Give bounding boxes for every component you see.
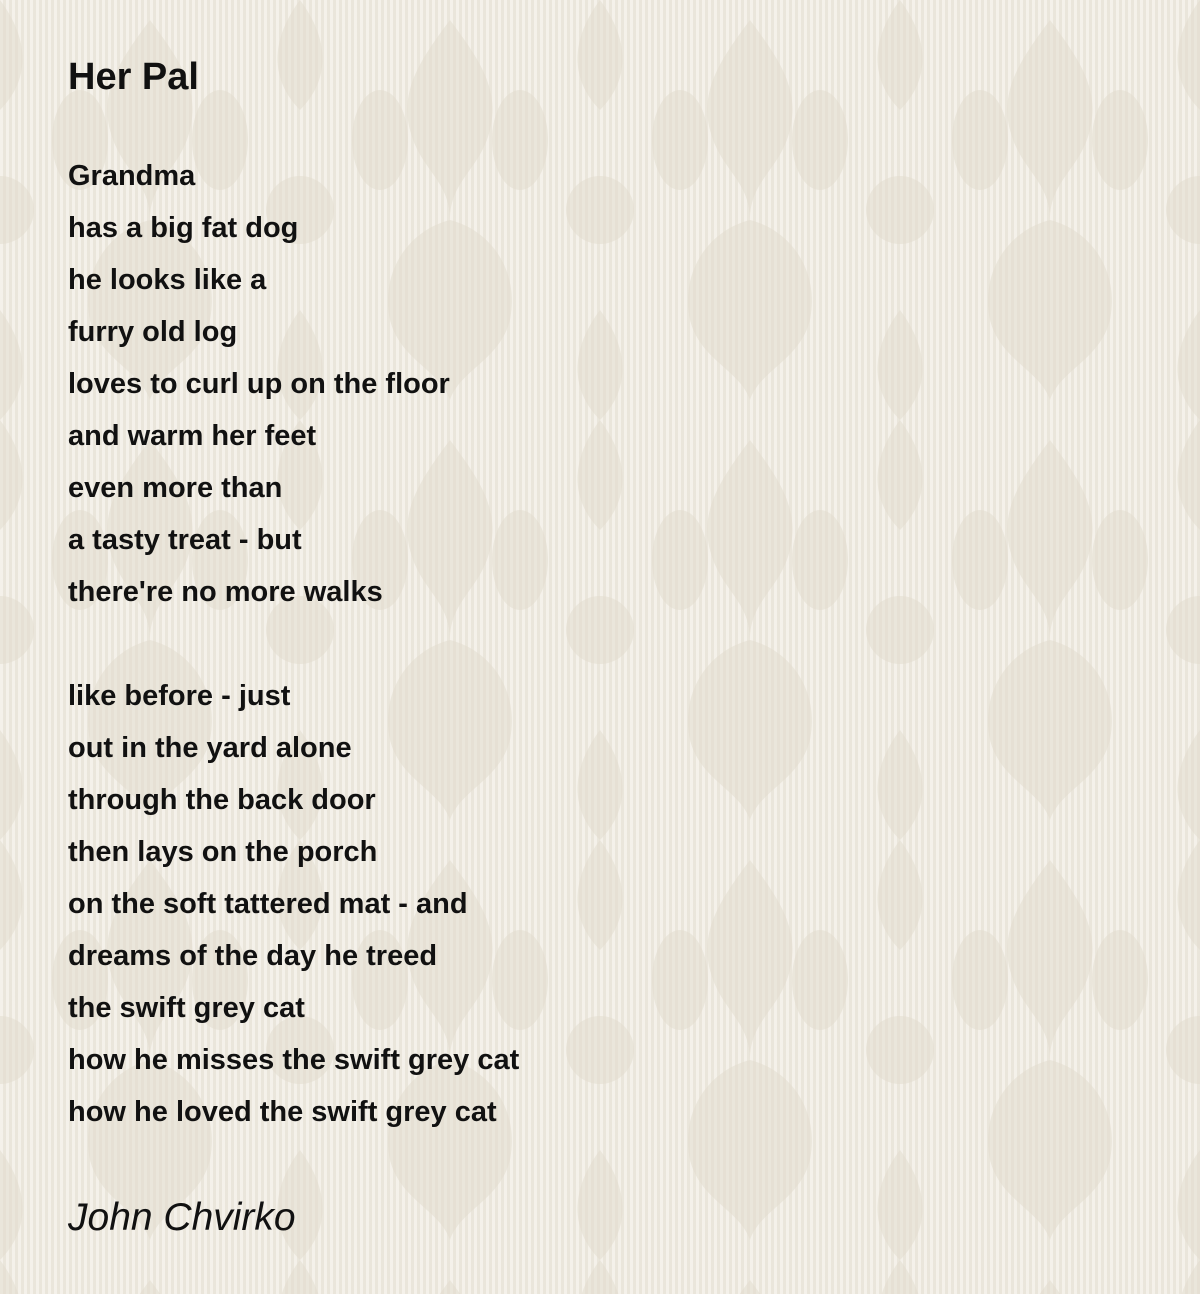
poem-line: a tasty treat - but xyxy=(68,524,302,556)
poem-line: how he loved the swift grey cat xyxy=(68,1096,497,1128)
poem-line: how he misses the swift grey cat xyxy=(68,1044,520,1076)
poem-stanza xyxy=(68,150,1148,618)
poem-line: loves to curl up on the floor xyxy=(68,368,450,400)
poem-author: John Chvirko xyxy=(68,1196,296,1239)
poem-line: has a big fat dog xyxy=(68,212,299,244)
poem-line: Grandma xyxy=(68,160,196,192)
poem-body xyxy=(68,150,1148,1138)
poem-line: out in the yard alone xyxy=(68,732,352,764)
poem-line: like before - just xyxy=(68,680,291,712)
poem-line: and warm her feet xyxy=(68,420,317,452)
poem-title: Her Pal xyxy=(68,56,199,98)
poem-line: even more than xyxy=(68,472,283,504)
poem-line: dreams of the day he treed xyxy=(68,940,438,972)
poem-line: the swift grey cat xyxy=(68,992,305,1024)
poem-line: he looks like a xyxy=(68,264,267,296)
poem-line: furry old log xyxy=(68,316,238,348)
poem-line: through the back door xyxy=(68,784,376,816)
poem-line: there're no more walks xyxy=(68,576,383,608)
poem-line: then lays on the porch xyxy=(68,836,378,868)
poem-line: on the soft tattered mat - and xyxy=(68,888,468,920)
poem-stanza xyxy=(68,670,1148,1138)
poem-card xyxy=(68,52,1148,1243)
